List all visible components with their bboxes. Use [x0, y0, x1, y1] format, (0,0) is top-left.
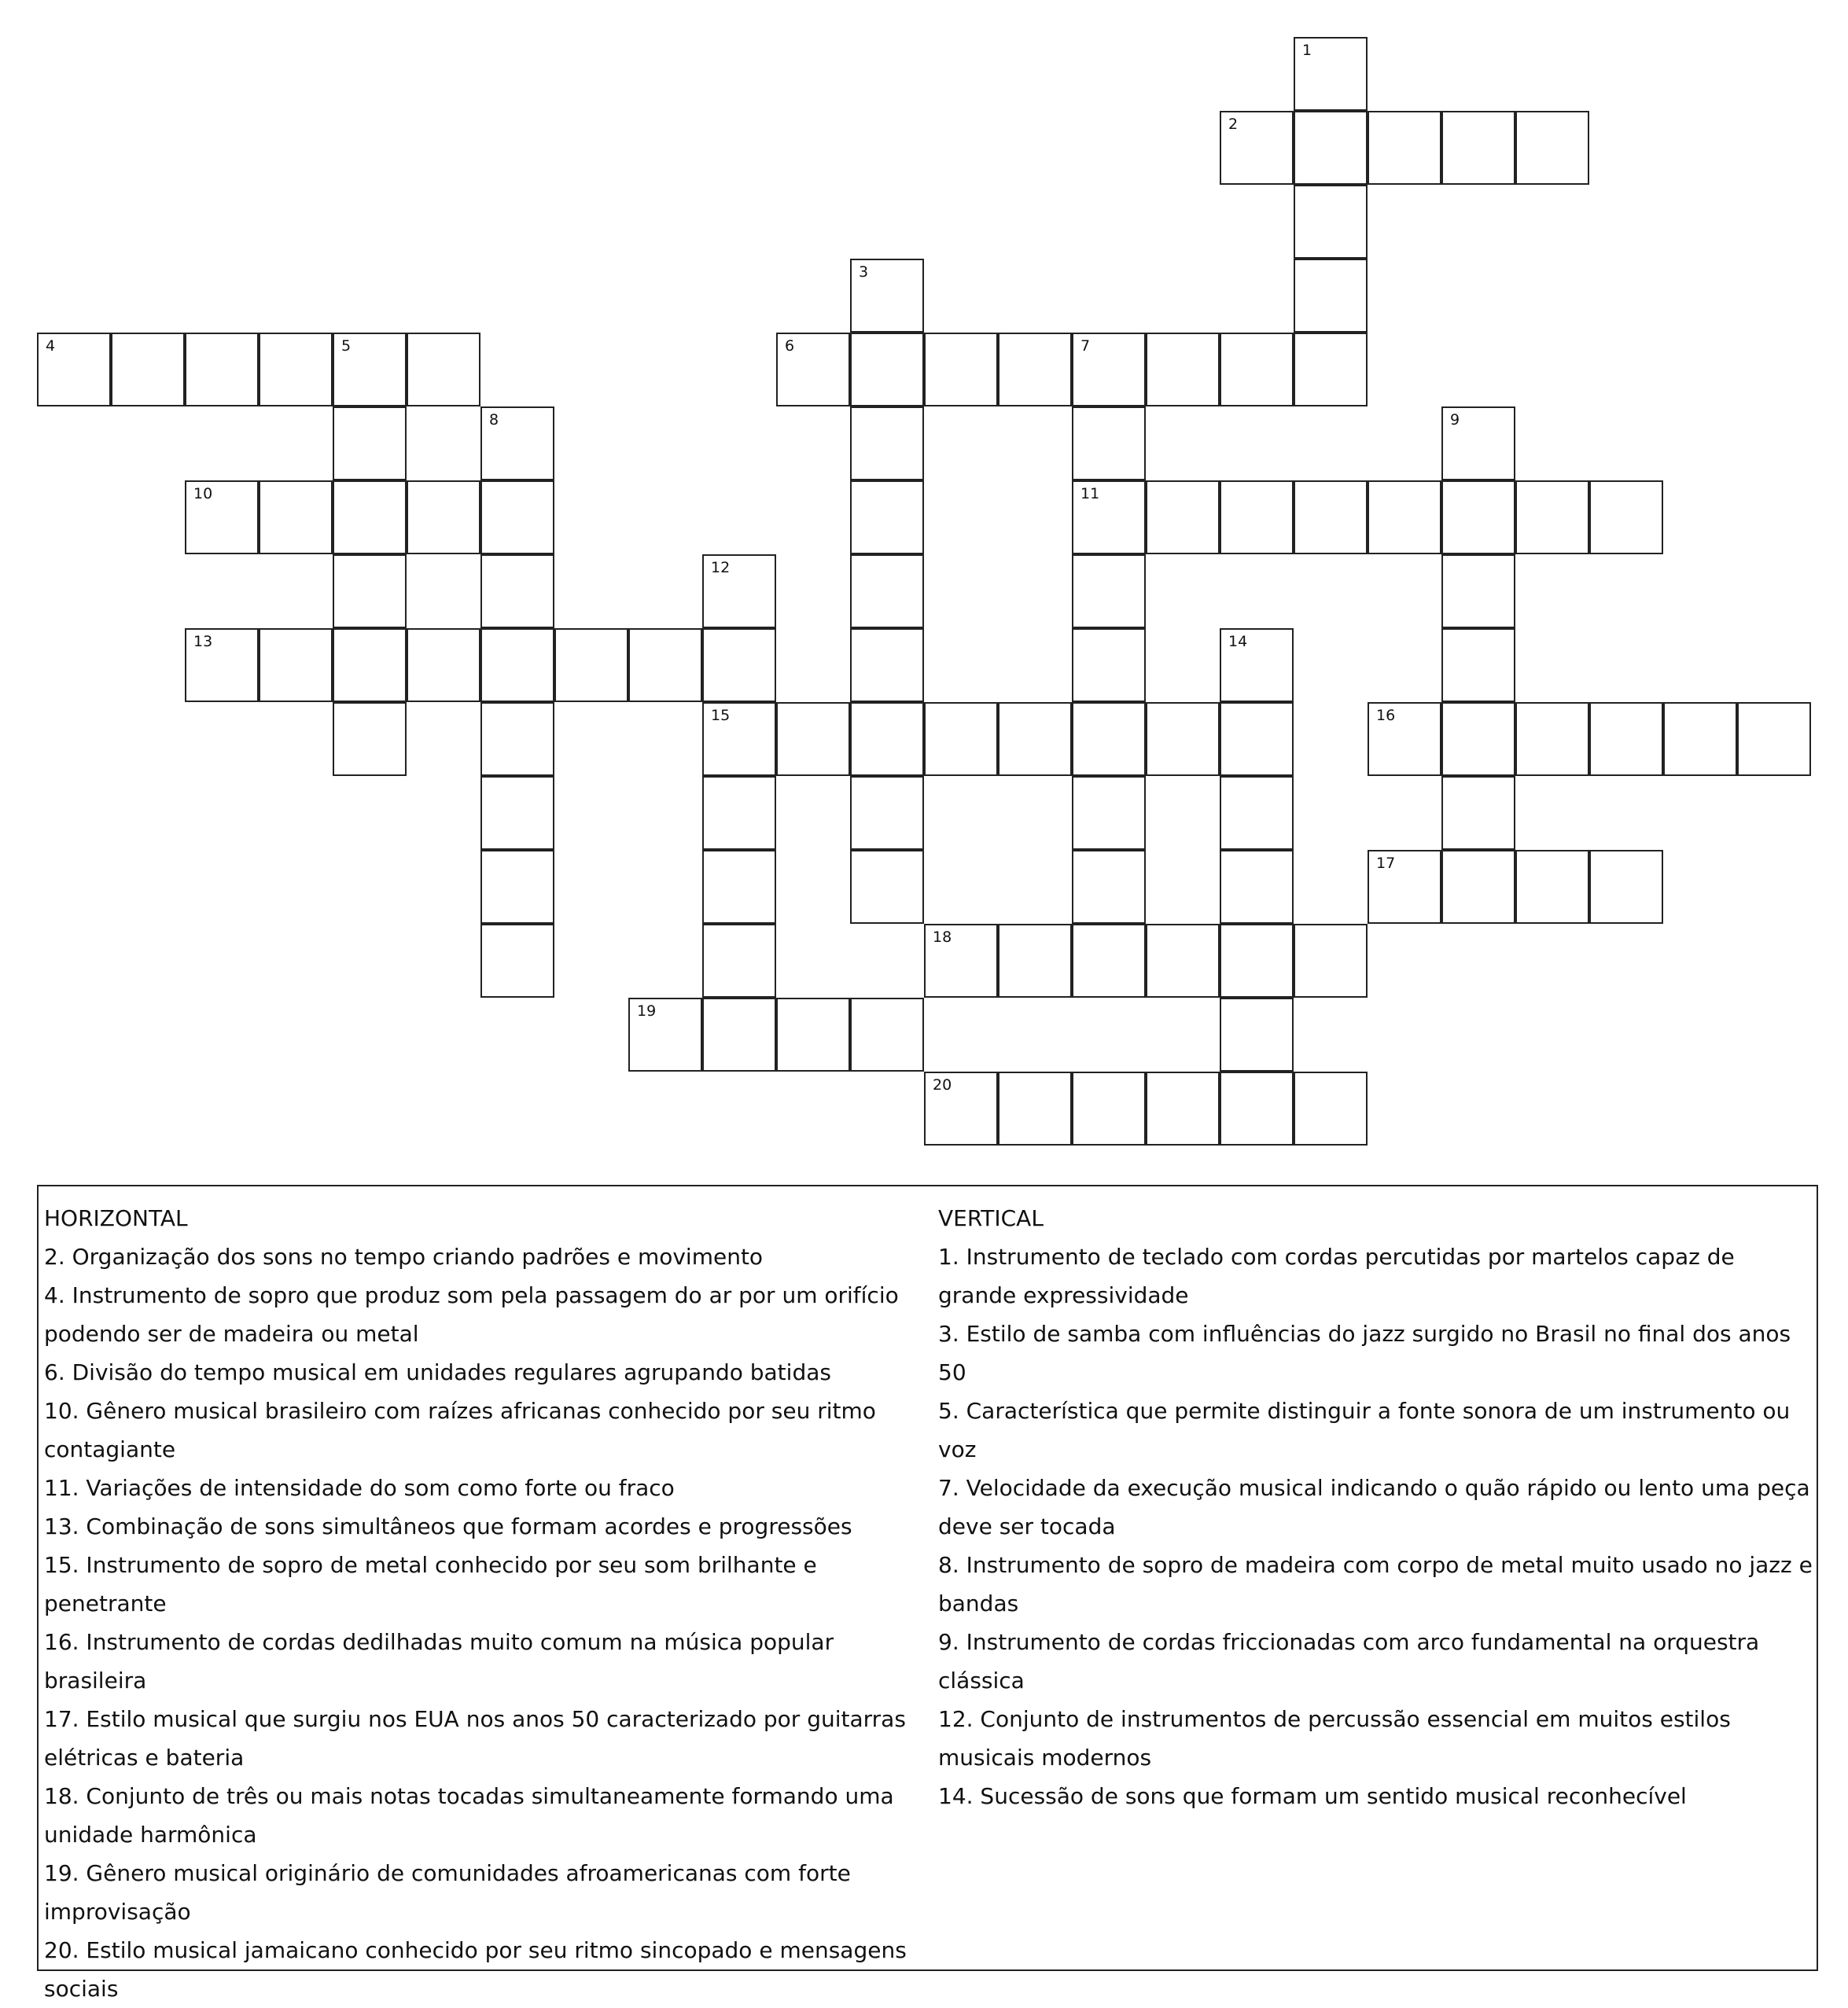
crossword-cell[interactable] [1220, 850, 1294, 924]
crossword-cell[interactable] [1220, 1072, 1294, 1146]
crossword-cell[interactable] [1663, 702, 1737, 776]
crossword-cell[interactable] [702, 702, 776, 776]
crossword-cell[interactable] [776, 702, 850, 776]
crossword-cell[interactable] [1072, 480, 1146, 554]
crossword-cell[interactable] [185, 628, 259, 702]
crossword-cell[interactable] [1220, 333, 1294, 406]
crossword-cell[interactable] [850, 259, 924, 333]
crossword-cell[interactable] [1220, 924, 1294, 998]
vertical-heading: VERTICAL [938, 1205, 1044, 1231]
horizontal-clue: 2. Organização dos sons no tempo criando padrões e movimento [44, 1244, 764, 1270]
crossword-cell[interactable] [1072, 702, 1146, 776]
crossword-cell[interactable] [1589, 702, 1663, 776]
crossword-cell[interactable] [1146, 480, 1220, 554]
crossword-cell[interactable] [1441, 111, 1515, 185]
crossword-cell[interactable] [702, 554, 776, 628]
vertical-clue: 1. Instrumento de teclado com cordas percutidas por martelos capaz de grande expressividade [938, 1244, 1735, 1308]
vertical-clue: 5. Característica que permite distinguir a fonte sonora de um instrumento ou voz [938, 1398, 1791, 1462]
crossword-cell[interactable] [1294, 480, 1368, 554]
crossword-cell[interactable] [702, 924, 776, 998]
horizontal-clue: 6. Divisão do tempo musical em unidades regulares agrupando batidas [44, 1359, 831, 1385]
crossword-cell[interactable] [1441, 554, 1515, 628]
crossword-cell[interactable] [850, 850, 924, 924]
crossword-cell[interactable] [850, 333, 924, 406]
crossword-cell[interactable] [1146, 924, 1220, 998]
crossword-cell[interactable] [850, 998, 924, 1072]
crossword-cell[interactable] [1368, 850, 1441, 924]
horizontal-clue: 18. Conjunto de três ou mais notas tocadas simultaneamente formando uma unidade harmônica [44, 1783, 894, 1848]
crossword-cell[interactable] [850, 702, 924, 776]
crossword-cell[interactable] [480, 628, 554, 702]
crossword-cell[interactable] [998, 333, 1072, 406]
crossword-cell[interactable] [333, 333, 407, 406]
crossword-cell[interactable] [1220, 628, 1294, 702]
horizontal-clue: 11. Variações de intensidade do som como forte ou fraco [44, 1475, 675, 1501]
crossword-cell[interactable] [480, 850, 554, 924]
vertical-clue: 12. Conjunto de instrumentos de percussão essencial em muitos estilos musicais modernos [938, 1706, 1731, 1771]
crossword-cell[interactable] [1072, 776, 1146, 850]
crossword-cell[interactable] [998, 1072, 1072, 1146]
crossword-cell[interactable] [1072, 1072, 1146, 1146]
horizontal-heading: HORIZONTAL [44, 1205, 188, 1231]
clue-number: 19 [637, 1002, 657, 1020]
clue-number: 2 [1228, 116, 1239, 133]
crossword-cell[interactable] [1220, 111, 1294, 185]
crossword-cell[interactable] [702, 628, 776, 702]
horizontal-clue: 10. Gênero musical brasileiro com raízes africanas conhecido por seu ritmo contagiante [44, 1398, 876, 1462]
crossword-cell[interactable] [259, 333, 333, 406]
clue-number: 4 [46, 337, 56, 355]
horizontal-clue: 15. Instrumento de sopro de metal conhecido por seu som brilhante e penetrante [44, 1552, 817, 1616]
vertical-clue: 3. Estilo de samba com influências do jazz surgido no Brasil no final dos anos 50 [938, 1321, 1791, 1385]
crossword-cell[interactable] [702, 776, 776, 850]
crossword-cell[interactable] [850, 406, 924, 480]
crossword-cell[interactable] [1294, 259, 1368, 333]
crossword-cell[interactable] [1072, 406, 1146, 480]
crossword-cell[interactable] [111, 333, 185, 406]
crossword-cell[interactable] [1072, 554, 1146, 628]
crossword-cell[interactable] [1737, 702, 1811, 776]
crossword-cell[interactable] [407, 628, 480, 702]
crossword-cell[interactable] [37, 333, 111, 406]
clue-number: 16 [1376, 707, 1396, 724]
crossword-cell[interactable] [333, 480, 407, 554]
crossword-cell[interactable] [407, 480, 480, 554]
vertical-clues-column [938, 1199, 1815, 1815]
crossword-cell[interactable] [1220, 702, 1294, 776]
crossword-cell[interactable] [850, 628, 924, 702]
horizontal-clue: 4. Instrumento de sopro que produz som pela passagem do ar por um orifício podendo ser de madeira ou metal [44, 1282, 899, 1347]
crossword-cell[interactable] [407, 333, 480, 406]
clue-number: 3 [859, 263, 869, 281]
clue-number: 20 [933, 1076, 952, 1094]
crossword-cell[interactable] [1441, 406, 1515, 480]
crossword-cell[interactable] [1220, 776, 1294, 850]
crossword-cell[interactable] [1441, 480, 1515, 554]
crossword-cell[interactable] [1220, 998, 1294, 1072]
crossword-cell[interactable] [480, 924, 554, 998]
horizontal-clue: 20. Estilo musical jamaicano conhecido por seu ritmo sincopado e mensagens sociais [44, 1937, 907, 2002]
vertical-clue: 8. Instrumento de sopro de madeira com corpo de metal muito usado no jazz e bandas [938, 1552, 1813, 1616]
crossword-cell[interactable] [259, 628, 333, 702]
crossword-cell[interactable] [702, 998, 776, 1072]
crossword-cell[interactable] [850, 776, 924, 850]
crossword-cell[interactable] [850, 480, 924, 554]
vertical-clue: 7. Velocidade da execução musical indicando o quão rápido ou lento uma peça deve ser tocada [938, 1475, 1810, 1539]
crossword-cell[interactable] [333, 554, 407, 628]
crossword-cell[interactable] [628, 998, 702, 1072]
crossword-cell[interactable] [702, 850, 776, 924]
crossword-cell[interactable] [1515, 850, 1589, 924]
clue-number: 12 [711, 559, 731, 576]
clue-number: 9 [1450, 411, 1460, 428]
crossword-cell[interactable] [185, 333, 259, 406]
crossword-cell[interactable] [333, 406, 407, 480]
horizontal-clue: 17. Estilo musical que surgiu nos EUA nos anos 50 caracterizado por guitarras elétricas e bateria [44, 1706, 906, 1771]
crossword-cell[interactable] [1072, 628, 1146, 702]
horizontal-clues-column [44, 1199, 929, 2008]
crossword-cell[interactable] [924, 924, 998, 998]
horizontal-clue: 19. Gênero musical originário de comunidades afroamericanas com forte improvisação [44, 1860, 851, 1925]
crossword-cell[interactable] [924, 1072, 998, 1146]
crossword-cell[interactable] [1294, 924, 1368, 998]
crossword-cell[interactable] [1294, 111, 1368, 185]
crossword-cell[interactable] [1146, 333, 1220, 406]
crossword-cell[interactable] [333, 628, 407, 702]
crossword-cell[interactable] [1072, 924, 1146, 998]
crossword-cell[interactable] [1515, 480, 1589, 554]
clues-panel [37, 1185, 1818, 2002]
crossword-cell[interactable] [1515, 702, 1589, 776]
crossword-cell[interactable] [1515, 111, 1589, 185]
crossword-cell[interactable] [924, 333, 998, 406]
crossword-cell[interactable] [1146, 1072, 1220, 1146]
crossword-cell[interactable] [480, 702, 554, 776]
clue-number: 14 [1228, 633, 1248, 650]
crossword-cell[interactable] [1589, 480, 1663, 554]
crossword-cell[interactable] [998, 702, 1072, 776]
clue-number: 5 [341, 337, 352, 355]
crossword-cell[interactable] [998, 924, 1072, 998]
clue-number: 10 [193, 485, 213, 502]
crossword-cell[interactable] [776, 333, 850, 406]
crossword-cell[interactable] [1368, 702, 1441, 776]
crossword-cell[interactable] [1441, 702, 1515, 776]
crossword-cell[interactable] [1368, 111, 1441, 185]
crossword-cell[interactable] [480, 406, 554, 480]
crossword-cell[interactable] [333, 702, 407, 776]
crossword-cell[interactable] [1220, 480, 1294, 554]
crossword-cell[interactable] [480, 480, 554, 554]
crossword-cell[interactable] [628, 628, 702, 702]
crossword-cell[interactable] [1441, 776, 1515, 850]
crossword-cell[interactable] [1589, 850, 1663, 924]
crossword-cell[interactable] [1441, 628, 1515, 702]
crossword-cell[interactable] [1294, 333, 1368, 406]
crossword-cell[interactable] [480, 776, 554, 850]
crossword-cell[interactable] [1368, 480, 1441, 554]
clue-number: 17 [1376, 855, 1396, 872]
crossword-cell[interactable] [1294, 37, 1368, 111]
vertical-clue: 9. Instrumento de cordas friccionadas com arco fundamental na orquestra clássica [938, 1629, 1760, 1694]
clue-number: 13 [193, 633, 213, 650]
crossword-cell[interactable] [850, 554, 924, 628]
crossword-cell[interactable] [554, 628, 628, 702]
crossword-cell[interactable] [259, 480, 333, 554]
clue-number: 15 [711, 707, 731, 724]
crossword-cell[interactable] [1441, 850, 1515, 924]
crossword-cell[interactable] [1294, 185, 1368, 259]
clue-number: 1 [1302, 42, 1312, 59]
clue-number: 18 [933, 929, 952, 946]
crossword-cell[interactable] [480, 554, 554, 628]
clue-number: 11 [1080, 485, 1100, 502]
clue-number: 7 [1080, 337, 1091, 355]
horizontal-clue: 13. Combinação de sons simultâneos que formam acordes e progressões [44, 1513, 852, 1539]
vertical-clue: 14. Sucessão de sons que formam um sentido musical reconhecível [938, 1783, 1687, 1809]
crossword-cell[interactable] [1146, 702, 1220, 776]
crossword-cell[interactable] [1072, 850, 1146, 924]
crossword-cell[interactable] [185, 480, 259, 554]
crossword-cell[interactable] [1072, 333, 1146, 406]
clue-number: 8 [489, 411, 499, 428]
crossword-cell[interactable] [776, 998, 850, 1072]
crossword-cell[interactable] [1294, 1072, 1368, 1146]
crossword-cell[interactable] [924, 702, 998, 776]
horizontal-clue: 16. Instrumento de cordas dedilhadas muito comum na música popular brasileira [44, 1629, 834, 1694]
clue-number: 6 [785, 337, 795, 355]
